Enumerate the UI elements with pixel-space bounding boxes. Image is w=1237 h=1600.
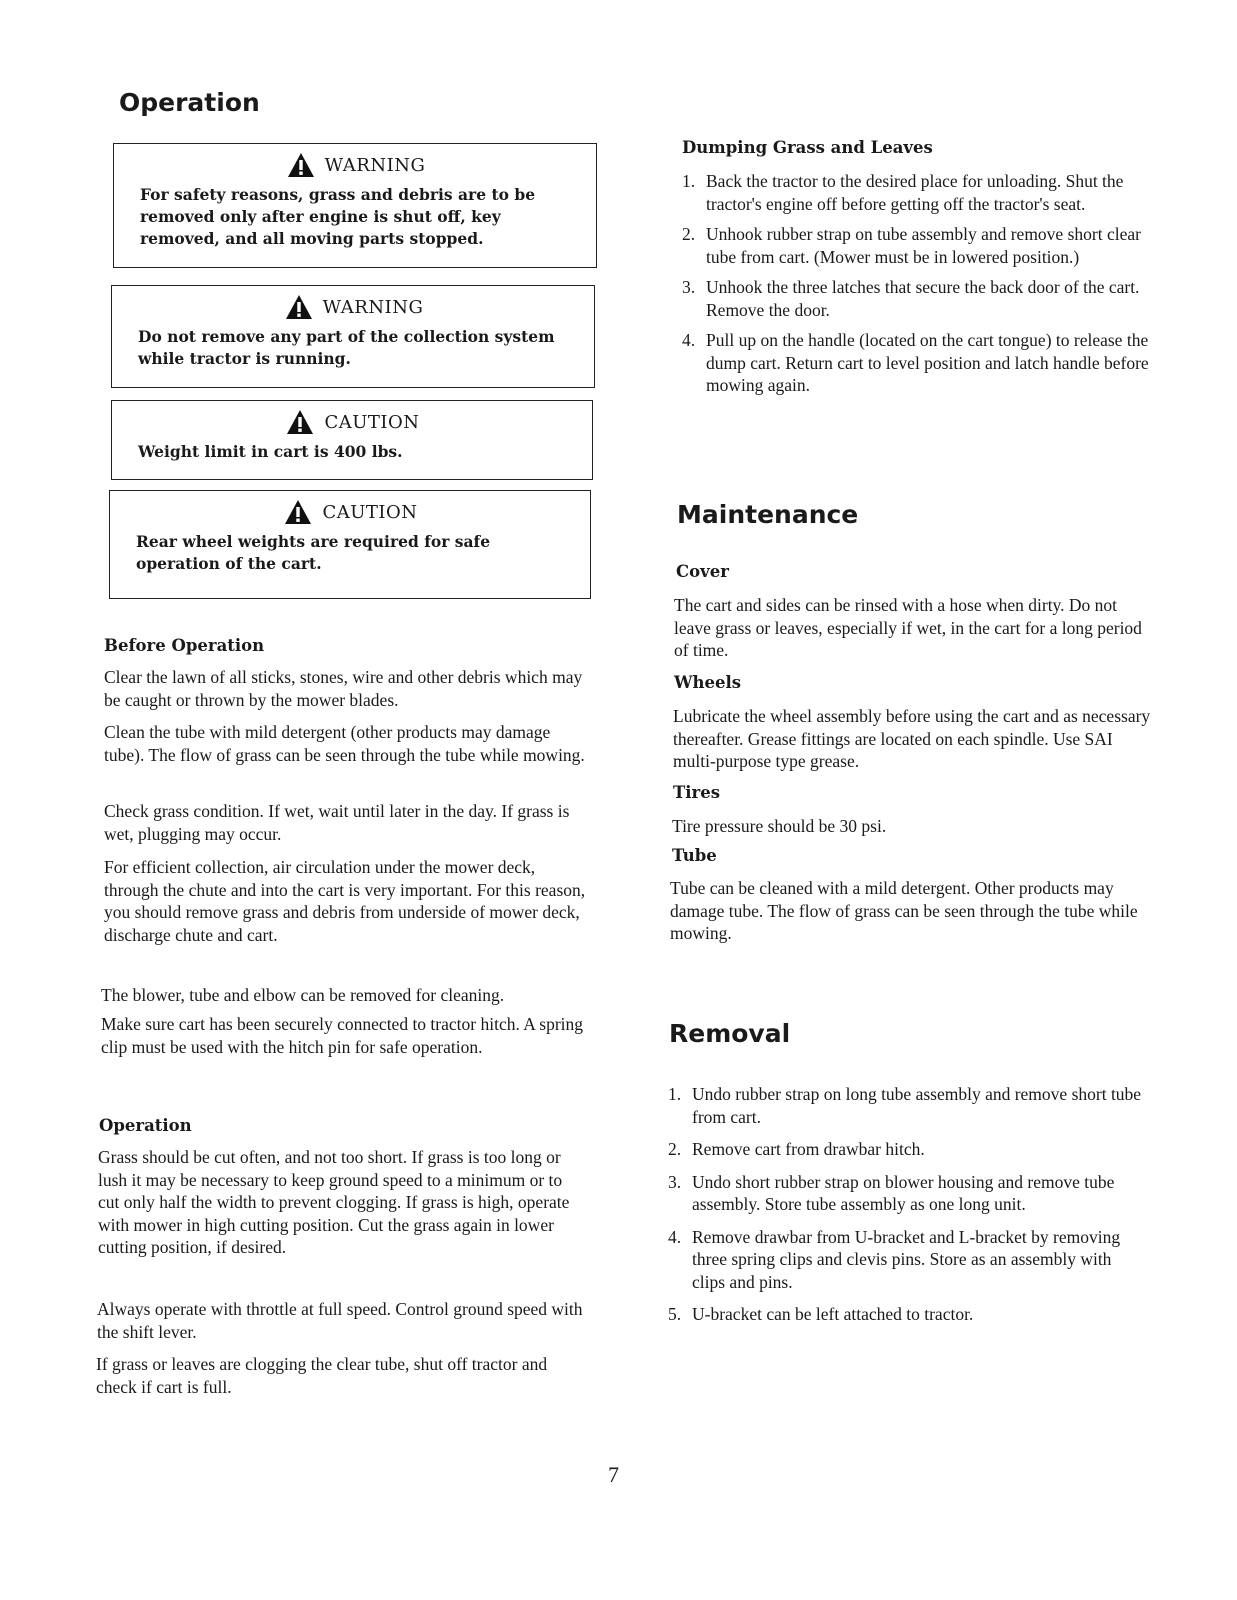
before-operation-paragraph: Make sure cart has been securely connected to tractor hitch. A spring clip must be used with the hitch pin for safe operation. [101, 1014, 584, 1057]
before-operation-paragraph: Clear the lawn of all sticks, stones, wire and other debris which may be caught or thrown by the mower blades. [104, 667, 583, 710]
before-operation-paragraph: Check grass condition. If wet, wait until later in the day. If grass is wet, plugging may occur. [104, 801, 570, 844]
operation-paragraph: Grass should be cut often, and not too short. If grass is too long or lush it may be necessary to keep ground speed to a minimum or to cut only half the width to prevent clogging. If grass is high, operate with mower in high cutting position. Cut the grass again in lower cutting position, if desired. [98, 1147, 570, 1257]
dumping-steps [682, 170, 1154, 397]
warning-text: Do not remove any part of the collection system while tractor is running. [138, 327, 555, 368]
tube-title: Tube [672, 846, 717, 865]
list-item: 1. Undo rubber strap on long tube assembly and remove short tube from cart. [668, 1084, 1142, 1127]
tube-text: Tube can be cleaned with a mild detergent. Other products may damage tube. The flow of grass can be seen through the tube while mowing. [670, 878, 1138, 943]
caution-box-weight [111, 400, 593, 480]
warning-box-safety [113, 143, 597, 268]
before-operation-paragraph: For efficient collection, air circulation under the mower deck, through the chute and into the cart is very important. For this reason, you should remove grass and debris from underside of mower deck, discharge chute and cart. [104, 857, 586, 945]
caution-text: Rear wheel weights are required for safe operation of the cart. [136, 532, 491, 573]
list-item: 1. Back the tractor to the desired place for unloading. Shut the tractor's engine off before getting off the tractor's seat. [682, 171, 1124, 214]
removal-heading: Removal [669, 1019, 791, 1048]
warning-triangle-icon [285, 294, 313, 320]
before-operation-paragraph: Clean the tube with mild detergent (other products may damage tube). The flow of grass can be seen through the tube while mowing. [104, 722, 585, 765]
warning-text: For safety reasons, grass and debris are to be removed only after engine is shut off, key removed, and all moving parts stopped. [140, 185, 536, 248]
operation-heading: Operation [119, 88, 260, 117]
operation-paragraph: If grass or leaves are clogging the clear tube, shut off tractor and check if cart is full. [96, 1354, 548, 1397]
cover-title: Cover [676, 562, 729, 581]
warning-triangle-icon [287, 152, 315, 178]
caution-box-wheel-weights [109, 490, 591, 599]
before-operation-title: Before Operation [104, 636, 265, 655]
operation-subtitle: Operation [99, 1116, 192, 1135]
removal-steps [668, 1083, 1142, 1326]
list-item: 3. Undo short rubber strap on blower housing and remove tube assembly. Store tube assembly as one long unit. [668, 1171, 1115, 1214]
warning-label: WARNING [324, 154, 426, 176]
wheels-text: Lubricate the wheel assembly before using the cart and as necessary thereafter. Grease fittings are located on each spindle. Use SAI multi-purpose type grease. [673, 706, 1151, 771]
warning-label: WARNING [322, 296, 424, 318]
cover-text: The cart and sides can be rinsed with a hose when dirty. Do not leave grass or leaves, especially if wet, in the cart for a long period of time. [674, 595, 1142, 660]
list-item: 4. Pull up on the handle (located on the cart tongue) to release the dump cart. Return cart to level position and latch handle before mowing again. [682, 330, 1149, 395]
list-item: 3. Unhook the three latches that secure the back door of the cart. Remove the door. [682, 277, 1140, 320]
caution-label: CAUTION [324, 411, 420, 433]
list-item: 5. U-bracket can be left attached to tractor. [668, 1304, 974, 1324]
caution-triangle-icon [284, 499, 312, 525]
maintenance-heading: Maintenance [677, 500, 859, 529]
list-item: 2. Remove cart from drawbar hitch. [668, 1139, 925, 1159]
caution-text: Weight limit in cart is 400 lbs. [138, 442, 403, 461]
caution-triangle-icon [286, 409, 314, 435]
warning-box-collection [111, 285, 595, 388]
operation-paragraph: Always operate with throttle at full speed. Control ground speed with the shift lever. [97, 1299, 583, 1342]
list-item: 4. Remove drawbar from U-bracket and L-bracket by removing three spring clips and clevis pins. Store as an assembly with clips and pins. [668, 1226, 1121, 1292]
before-operation-paragraph: The blower, tube and elbow can be removed for cleaning. [101, 985, 505, 1005]
tires-title: Tires [673, 783, 721, 802]
page-number: 7 [608, 1462, 619, 1487]
list-item: 2. Unhook rubber strap on tube assembly and remove short clear tube from cart. (Mower must be in lowered position.) [682, 224, 1141, 267]
dumping-title: Dumping Grass and Leaves [682, 138, 933, 157]
caution-label: CAUTION [322, 501, 418, 523]
tires-text: Tire pressure should be 30 psi. [672, 816, 887, 836]
wheels-title: Wheels [674, 673, 742, 692]
